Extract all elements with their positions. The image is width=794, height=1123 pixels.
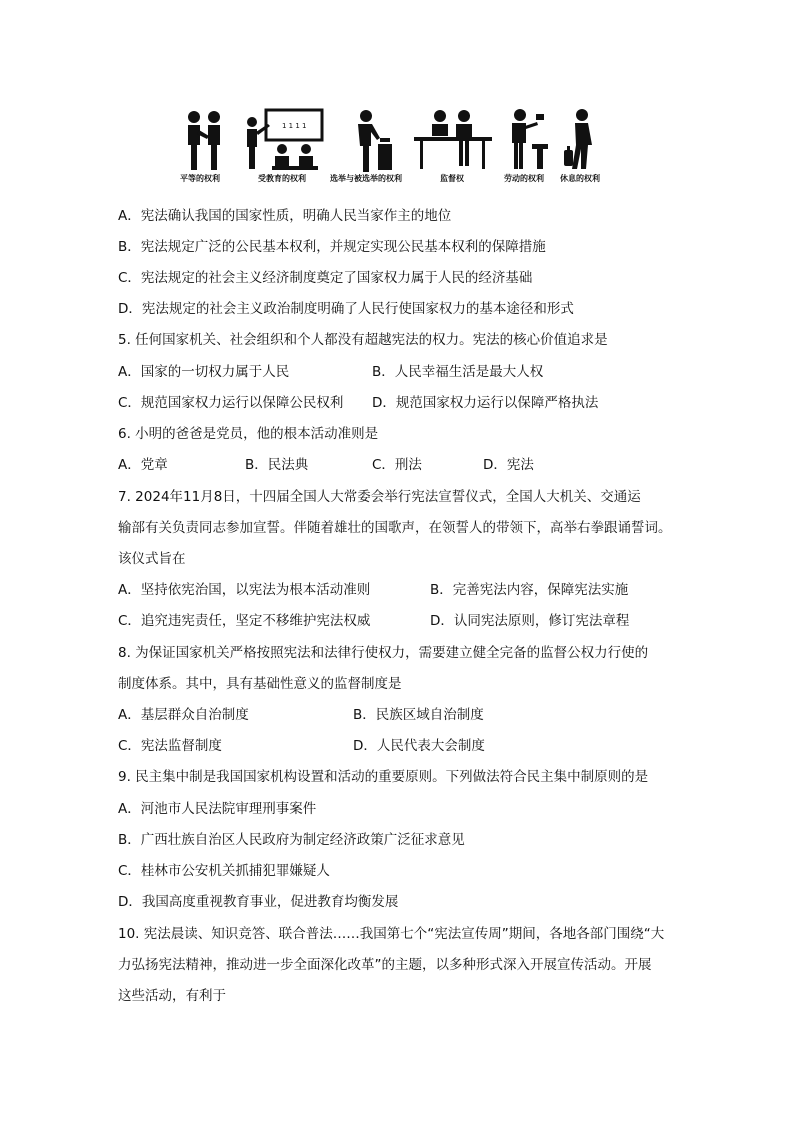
q7-option-a: A．坚持依宪治国，以宪法为根本活动准则: [118, 582, 371, 598]
q5-option-a: A．国家的一切权力属于人民: [118, 364, 290, 380]
q8-stem-line1: 8. 为保证国家机关严格按照宪法和法律行使权力，需要建立健全完备的监督公权力行使的: [118, 645, 649, 661]
q5-option-c: C．规范国家权力运行以保障公民权利: [118, 395, 344, 411]
q8-stem-line2: 制度体系。其中，具有基础性意义的监督制度是: [118, 676, 402, 692]
q10-stem-line1: 10. 宪法晨读、知识竞答、联合普法……我国第七个“宪法宣传周”期间，各地各部门围绕“大: [118, 926, 665, 942]
rights-pictogram-figure: [176, 108, 616, 188]
traveller-pictogram-icon: [560, 108, 600, 172]
q10-stem-line3: 这些活动，有利于: [118, 988, 226, 1004]
q7-stem-line3: 该仪式旨在: [118, 551, 186, 567]
q9-option-c: C．桂林市公安机关抓捕犯罪嫌疑人: [118, 863, 330, 879]
q5-option-d: D．规范国家权力运行以保障严格执法: [372, 395, 599, 411]
supervision-pictogram-icon: [412, 108, 494, 172]
q10-stem-line2: 力弘扬宪法精神，推动进一步全面深化改革”的主题，以多种形式深入开展宣传活动。开展: [118, 957, 652, 973]
q4-option-b: B．宪法规定广泛的公民基本权利，并规定实现公民基本权利的保障措施: [118, 239, 546, 255]
q9-option-d: D．我国高度重视教育事业，促进教育均衡发展: [118, 894, 399, 910]
q4-option-d: D．宪法规定的社会主义政治制度明确了人民行使国家权力的基本途径和形式: [118, 301, 574, 317]
q4-option-a: A．宪法确认我国的国家性质，明确人民当家作主的地位: [118, 208, 452, 224]
q7-stem-line1: 7. 2024年11月8日，十四届全国人大常委会举行宪法宣誓仪式，全国人大机关、交通运: [118, 489, 641, 505]
q9-option-b: B．广西壮族自治区人民政府为制定经济政策广泛征求意见: [118, 832, 465, 848]
q8-option-c: C．宪法监督制度: [118, 738, 222, 754]
classroom-pictogram-icon: [242, 108, 324, 172]
caption-equal-rights: 平等的权利: [180, 174, 220, 183]
q6-option-b: B．民法典: [245, 457, 309, 473]
q7-option-c: C．追究违宪责任，坚定不移维护宪法权威: [118, 613, 371, 629]
board-text: 1 1 1 1: [282, 122, 307, 130]
worker-pictogram-icon: [506, 108, 552, 172]
caption-rest-rights: 休息的权利: [560, 174, 600, 183]
q7-stem-line2: 输部有关负责同志参加宣誓。伴随着雄壮的国歌声，在领誓人的带领下，高举右拳跟诵誓词。: [118, 520, 672, 536]
q8-option-b: B．民族区域自治制度: [353, 707, 484, 723]
q6-option-d: D．宪法: [483, 457, 534, 473]
q7-option-d: D．认同宪法原则，修订宪法章程: [430, 613, 630, 629]
ballot-pictogram-icon: [350, 108, 398, 172]
q9-stem: 9. 民主集中制是我国国家机构设置和活动的重要原则。下列做法符合民主集中制原则的是: [118, 769, 649, 785]
caption-election-rights: 选举与被选举的权利: [330, 174, 402, 183]
q8-option-a: A．基层群众自治制度: [118, 707, 249, 723]
caption-supervision: 监督权: [440, 174, 464, 183]
q5-stem: 5. 任何国家机关、社会组织和个人都没有超越宪法的权力。宪法的核心价值追求是: [118, 332, 608, 348]
q4-option-c: C．宪法规定的社会主义经济制度奠定了国家权力属于人民的经济基础: [118, 270, 533, 286]
q7-option-b: B．完善宪法内容，保障宪法实施: [430, 582, 629, 598]
caption-education-rights: 受教育的权利: [258, 174, 306, 183]
q6-option-a: A．党章: [118, 457, 168, 473]
q8-option-d: D．人民代表大会制度: [353, 738, 485, 754]
q5-option-b: B．人民幸福生活是最大人权: [372, 364, 544, 380]
q6-option-c: C．刑法: [372, 457, 422, 473]
handshake-pictogram-icon: [180, 108, 228, 172]
q9-option-a: A．河池市人民法院审理刑事案件: [118, 801, 317, 817]
caption-labour-rights: 劳动的权利: [504, 174, 544, 183]
q6-stem: 6. 小明的爸爸是党员，他的根本活动准则是: [118, 426, 379, 442]
